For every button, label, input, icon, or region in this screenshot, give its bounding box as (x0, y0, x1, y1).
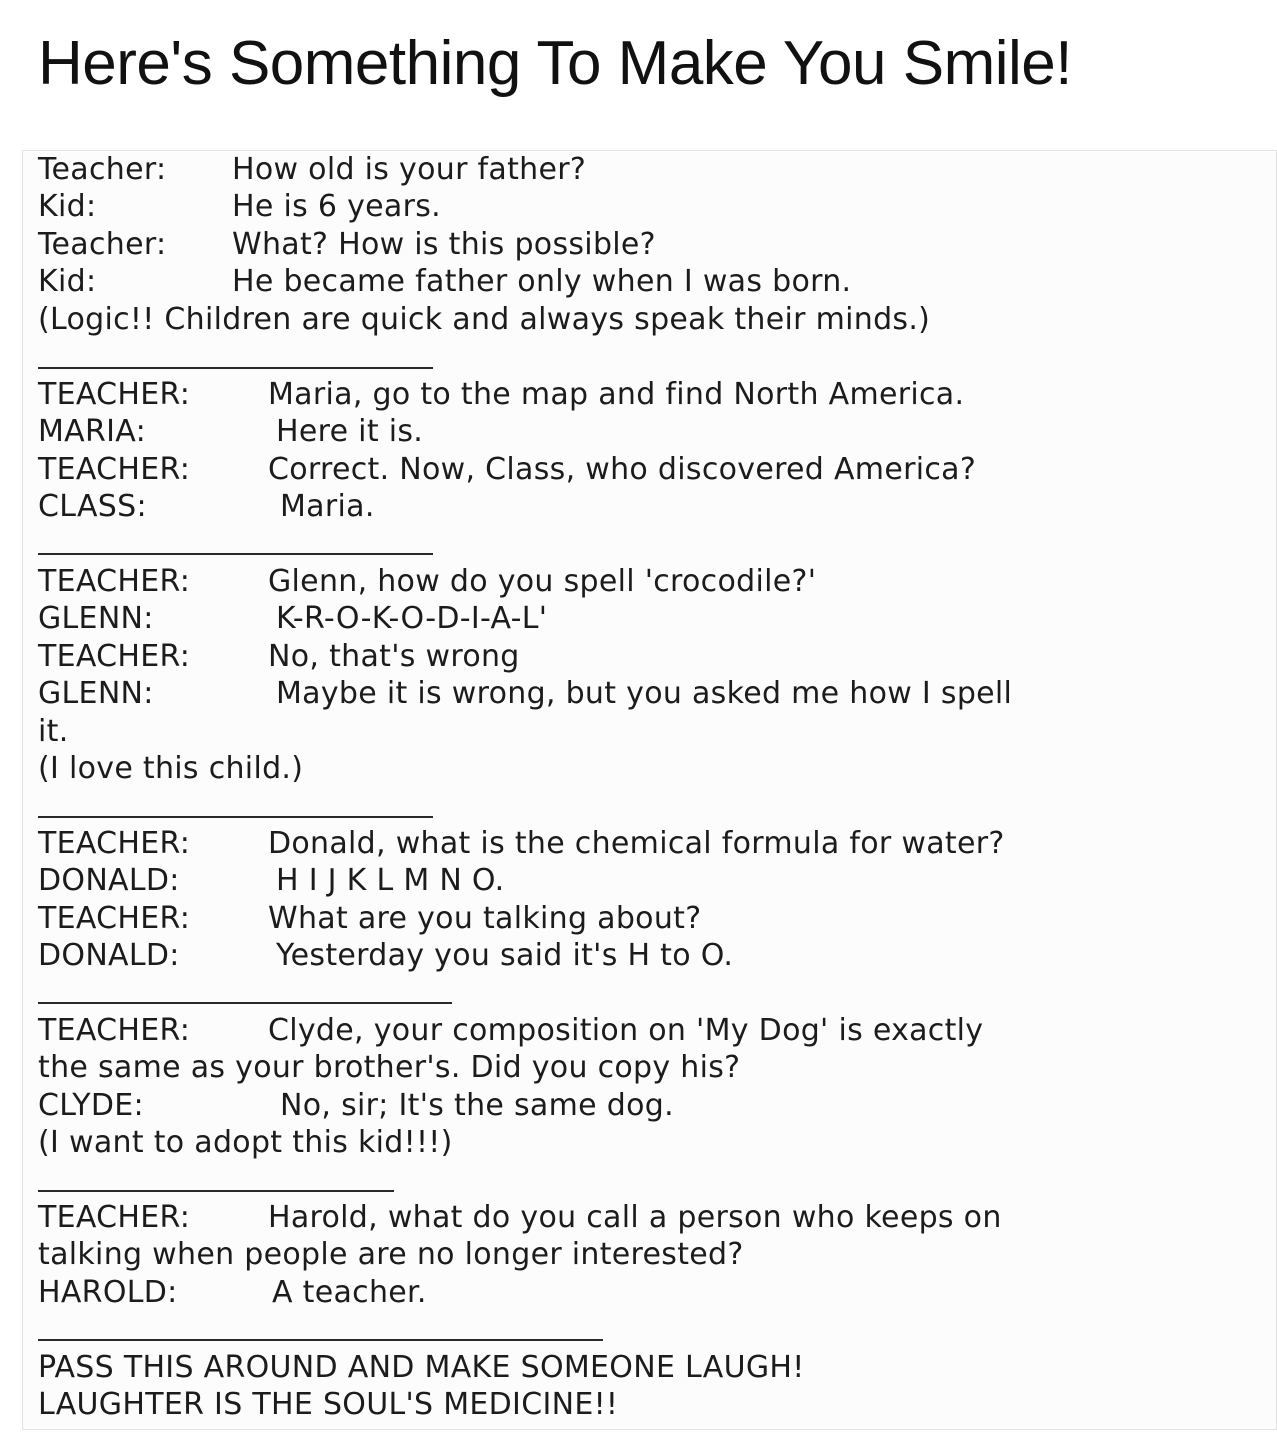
line-text: K-R-O-K-O-D-I-A-L' (276, 601, 548, 636)
dialogue-line (38, 676, 1012, 711)
line-text: Glenn, how do you spell 'crocodile?' (268, 564, 817, 599)
dialogue-line (38, 826, 1005, 861)
speaker-label: TEACHER: (38, 1013, 191, 1048)
speaker-label: TEACHER: (38, 826, 191, 861)
dialogue-line (38, 1013, 983, 1048)
line-text: Maria, go to the map and find North America. (268, 377, 965, 412)
speaker-label: CLYDE: (38, 1088, 144, 1123)
speaker-label: Teacher: (38, 227, 167, 262)
line-text: Correct. Now, Class, who discovered America? (268, 452, 977, 487)
dialogue-line (38, 1275, 427, 1310)
line-text: He became father only when I was born. (232, 264, 852, 299)
aside-note: (I want to adopt this kid!!!) (38, 1125, 453, 1160)
speaker-label: TEACHER: (38, 901, 191, 936)
speaker-label: TEACHER: (38, 1200, 191, 1235)
closing-line: PASS THIS AROUND AND MAKE SOMEONE LAUGH! (38, 1350, 805, 1385)
speaker-label: MARIA: (38, 414, 147, 449)
divider (38, 816, 433, 818)
line-text: H I J K L M N O. (276, 863, 505, 898)
line-text: Donald, what is the chemical formula for water? (268, 826, 1005, 861)
line-text: Harold, what do you call a person who keeps on (268, 1200, 1002, 1235)
divider (38, 1002, 452, 1004)
line-continuation: the same as your brother's. Did you copy his? (38, 1050, 741, 1085)
aside-note: (Logic!! Children are quick and always speak their minds.) (38, 302, 931, 337)
line-text: How old is your father? (232, 152, 587, 187)
dialogue-line (38, 227, 656, 262)
speaker-label: CLASS: (38, 489, 147, 524)
divider (38, 1190, 394, 1192)
speaker-label: TEACHER: (38, 452, 191, 487)
line-text: No, sir; It's the same dog. (280, 1088, 674, 1123)
dialogue-line (38, 452, 976, 487)
line-text: Clyde, your composition on 'My Dog' is exactly (268, 1013, 984, 1048)
speaker-label: GLENN: (38, 676, 154, 711)
dialogue-line (38, 601, 547, 636)
dialogue-line (38, 564, 816, 599)
speaker-label: Kid: (38, 264, 97, 299)
line-text: Maybe it is wrong, but you asked me how I spell (276, 676, 1013, 711)
dialogue-line (38, 189, 441, 224)
speaker-label: TEACHER: (38, 639, 191, 674)
dialogue-line (38, 377, 964, 412)
line-text: Maria. (280, 489, 375, 524)
speaker-label: TEACHER: (38, 564, 191, 599)
dialogue-line (38, 264, 851, 299)
line-text: He is 6 years. (232, 189, 441, 224)
divider (38, 1339, 603, 1341)
line-text: A teacher. (272, 1275, 427, 1310)
dialogue-line (38, 489, 375, 524)
line-text: What are you talking about? (268, 901, 702, 936)
dialogue-line (38, 1200, 1002, 1235)
line-text: What? How is this possible? (232, 227, 656, 262)
closing-line: LAUGHTER IS THE SOUL'S MEDICINE!! (38, 1387, 619, 1422)
line-continuation: talking when people are no longer interested? (38, 1237, 744, 1272)
line-text: Here it is. (276, 414, 424, 449)
page-title: Here's Something To Make You Smile! (38, 29, 1072, 98)
dialogue-line (38, 152, 586, 187)
dialogue-line (38, 863, 504, 898)
divider (38, 553, 433, 555)
speaker-label: Kid: (38, 189, 97, 224)
speaker-label: TEACHER: (38, 377, 191, 412)
speaker-label: DONALD: (38, 938, 180, 973)
aside-note: (I love this child.) (38, 751, 304, 786)
speaker-label: GLENN: (38, 601, 154, 636)
dialogue-line (38, 639, 520, 674)
divider (38, 367, 433, 369)
dialogue-line (38, 414, 423, 449)
speaker-label: Teacher: (38, 152, 167, 187)
line-text: No, that's wrong (268, 639, 520, 674)
speaker-label: DONALD: (38, 863, 180, 898)
speaker-label: HAROLD: (38, 1275, 178, 1310)
line-continuation: it. (38, 714, 69, 749)
dialogue-line (38, 1088, 674, 1123)
line-text: Yesterday you said it's H to O. (276, 938, 734, 973)
dialogue-line (38, 901, 701, 936)
dialogue-line (38, 938, 733, 973)
